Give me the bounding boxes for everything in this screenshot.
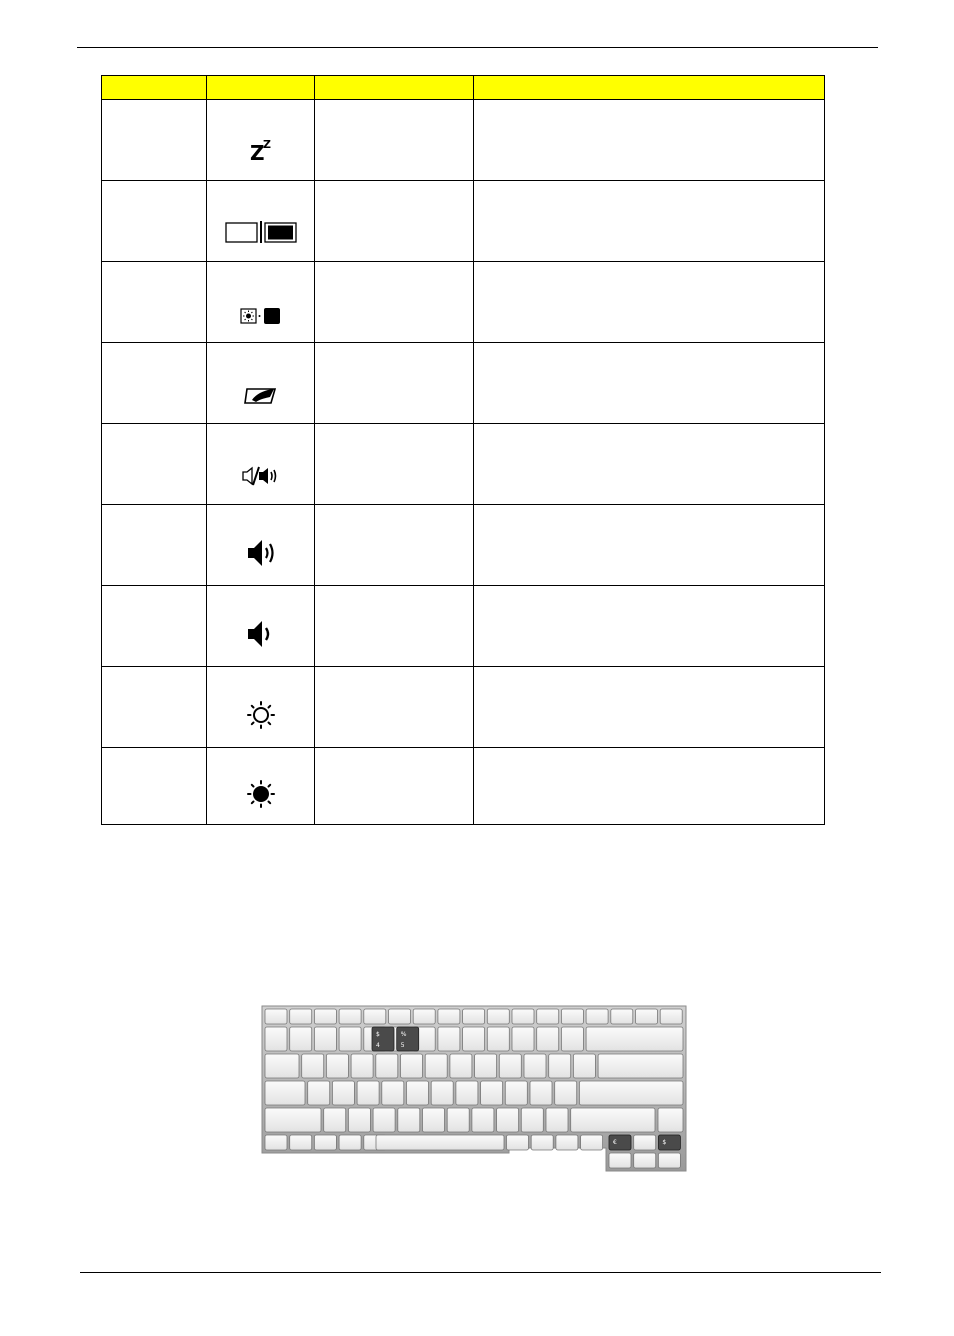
keyboard-key [463,1009,485,1024]
keyboard-key [364,1009,386,1024]
function-cell [315,667,474,748]
keyboard-key [546,1108,568,1132]
keyboard-key [389,1009,411,1024]
keyboard-key [339,1009,361,1024]
hotkey-cell [102,667,207,748]
table-row [102,262,825,343]
footer-rule [80,1272,881,1273]
keyboard-key [339,1135,361,1150]
description-cell [474,262,825,343]
keyboard-key [413,1009,435,1024]
function-cell [315,586,474,667]
keyboard-illustration [259,1003,689,1175]
keyboard-key [456,1081,478,1105]
keyboard-key [636,1009,658,1024]
keyboard-key [265,1135,287,1150]
keyboard-key [598,1054,683,1078]
hotkey-cell [102,424,207,505]
function-cell [315,748,474,825]
keyboard-key [431,1081,453,1105]
highlighted-key-top-label: $ [662,1139,667,1146]
keyboard-key [314,1009,336,1024]
keyboard-key [332,1081,354,1105]
hotkey-cell [102,586,207,667]
table-row [102,586,825,667]
keyboard-key [265,1054,299,1078]
keyboard-key [265,1027,287,1051]
keyboard-key [521,1108,543,1132]
keyboard-key [556,1135,578,1150]
function-cell [315,262,474,343]
keyboard-key [265,1081,305,1105]
touchpad-toggle-icon [244,386,278,409]
keyboard-key [475,1054,497,1078]
keyboard-key [524,1054,546,1078]
svg-text:Z: Z [249,141,265,163]
keyboard-key [265,1108,321,1132]
keyboard-key [308,1081,330,1105]
keyboard-key [537,1009,559,1024]
keyboard-key [537,1027,559,1051]
brightness-down-icon [246,779,276,812]
keyboard-key [326,1054,348,1078]
keyboard-key [398,1108,420,1132]
description-cell [474,586,825,667]
brightness-up-icon [246,700,276,733]
keyboard-key [571,1108,655,1132]
keyboard-key [373,1108,395,1132]
keyboard-key [579,1081,683,1105]
keyboard-key [425,1054,447,1078]
highlighted-key-top-label: % [400,1031,407,1038]
keyboard-key [499,1054,521,1078]
keyboard-key [497,1108,519,1132]
keyboard-key [348,1108,370,1132]
keyboard-key [611,1009,633,1024]
table-row [102,181,825,262]
keyboard-key [407,1081,429,1105]
keyboard-key [450,1054,472,1078]
hotkey-cell [102,505,207,586]
description-cell [474,181,825,262]
function-cell [315,100,474,181]
hotkey-cell [102,748,207,825]
description-cell [474,424,825,505]
hotkey-table [101,75,825,825]
hotkey-cell [102,262,207,343]
keyboard-key [423,1108,445,1132]
hotkey-cell [102,343,207,424]
keyboard-key [530,1081,552,1105]
keyboard-key [314,1135,336,1150]
table-row [102,505,825,586]
keyboard-key [573,1054,595,1078]
keyboard-key [561,1009,583,1024]
hotkey-cell [102,100,207,181]
function-cell [315,343,474,424]
screen-blank-icon [240,307,282,328]
header-cell-hotkey [102,76,207,100]
header-rule [77,47,878,48]
highlighted-key-top-label: $ [376,1031,380,1038]
keyboard-key [512,1027,534,1051]
keyboard-key [438,1027,460,1051]
keyboard-key [382,1081,404,1105]
keyboard-key [586,1027,683,1051]
keyboard-key [487,1009,509,1024]
header-cell-description [474,76,825,100]
keyboard-key [339,1027,361,1051]
keyboard-key [507,1135,529,1150]
keyboard-key [357,1081,379,1105]
header-cell-function [315,76,474,100]
keyboard-key [290,1009,312,1024]
table-header-row [102,76,825,100]
table-row [102,343,825,424]
highlighted-key-bottom-label: 4 [376,1042,380,1049]
keyboard-key [376,1054,398,1078]
keyboard-key [290,1135,312,1150]
description-cell [474,667,825,748]
keyboard-key [401,1054,423,1078]
keyboard-key [549,1054,571,1078]
highlighted-key-bottom-label: 5 [400,1042,405,1049]
speaker-toggle-icon [242,465,280,490]
keyboard-key [512,1009,534,1024]
keyboard-key [531,1135,553,1150]
sleep-zz-icon [248,137,274,166]
highlighted-key-top-label: € [613,1139,617,1146]
table-row [102,748,825,825]
keyboard-key [555,1081,577,1105]
keyboard-key [609,1153,631,1168]
keyboard-key [581,1135,603,1150]
keyboard-key [472,1108,494,1132]
header-cell-icon [207,76,315,100]
function-cell [315,181,474,262]
keyboard-key [658,1108,683,1132]
function-cell [315,424,474,505]
keyboard-key [447,1108,469,1132]
svg-text:Z: Z [262,138,271,151]
keyboard-key [586,1009,608,1024]
keyboard-key [505,1081,527,1105]
hotkey-cell [102,181,207,262]
keyboard-key [481,1081,503,1105]
keyboard-key [290,1027,312,1051]
keyboard-key [376,1135,504,1150]
function-cell [315,505,474,586]
keyboard-key [634,1135,656,1150]
keyboard-key [561,1027,583,1051]
keyboard-key [351,1054,373,1078]
keyboard-key [634,1153,656,1168]
volume-up-icon [246,538,276,571]
table-row [102,100,825,181]
table-row [102,424,825,505]
keyboard-key [658,1153,680,1168]
description-cell [474,748,825,825]
keyboard-key [463,1027,485,1051]
table-row [102,667,825,748]
keyboard-key [324,1108,346,1132]
description-cell [474,505,825,586]
description-cell [474,343,825,424]
keyboard-key [314,1027,336,1051]
keyboard-key [660,1009,682,1024]
display-toggle-icon [225,220,297,247]
keyboard-key [265,1009,287,1024]
keyboard-key [302,1054,324,1078]
keyboard-key [487,1027,509,1051]
description-cell [474,100,825,181]
volume-down-icon [246,619,276,652]
keyboard-key [438,1009,460,1024]
